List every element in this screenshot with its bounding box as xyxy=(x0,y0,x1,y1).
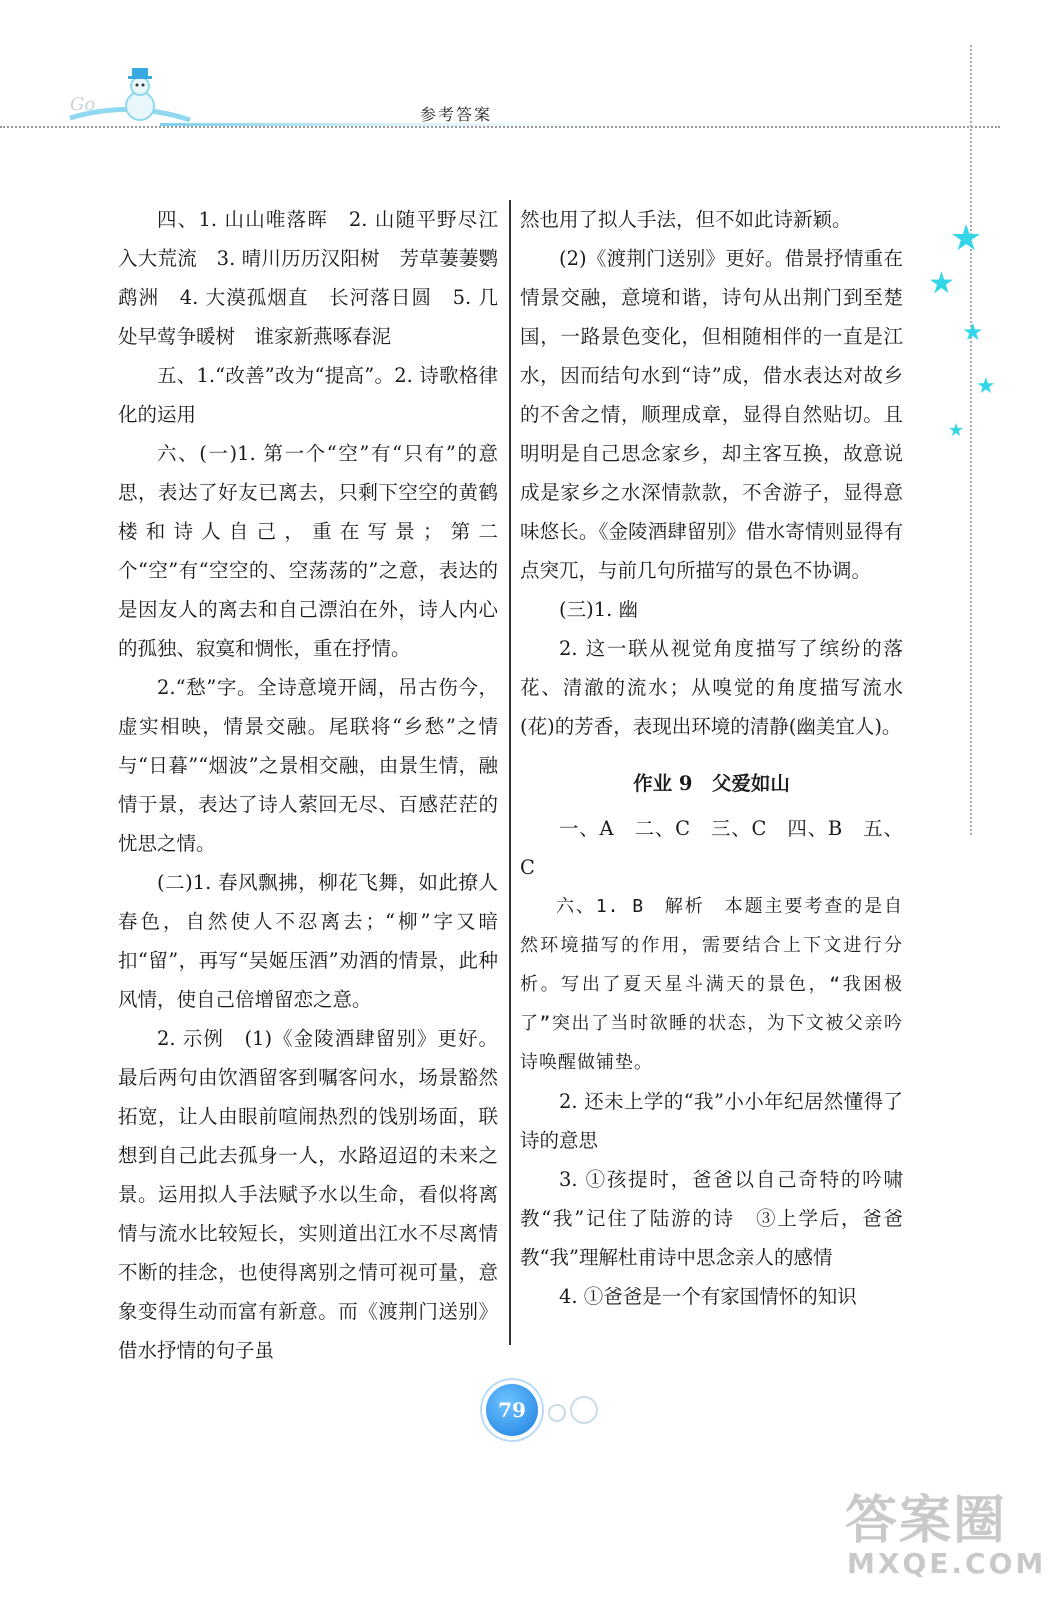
left-column xyxy=(118,200,498,1370)
answer-paragraph: 六、1. B 解析 本题主要考查的是自然环境描写的作用，需要结合上下文进行分析。写出了夏天星斗满天的景色，“我困极了”突出了当时欲睡的状态，为下文被父亲吟诗唤醒做铺垫。 xyxy=(520,896,903,1073)
column-divider xyxy=(509,200,511,1345)
answer-paragraph: 六、(一)1. 第一个“空”有“只有”的意思，表达了好友已离去，只剩下空空的黄鹤楼和诗人自己，重在写景；第二个“空”有“空空的、空荡荡的”之意，表达的是因友人的离去和自己漂泊在外，诗人内心的孤独、寂寞和惆怅，重在抒情。 xyxy=(118,442,498,660)
watermark-url: MXQE.COM xyxy=(847,1547,1047,1580)
answer-paragraph: (2)《渡荆门送别》更好。借景抒情重在情景交融，意境和谐，诗句从出荆门到至楚国，一路景色变化，但相随相伴的一直是江水，因而结句水到“诗”成，借水表达对故乡的不舍之情，顺理成章，显得自然贴切。且明明是自己思念家乡，却主客互换，故意说成是家乡之水深情款款，不舍游子，显得意味悠长。《金陵酒肆留别》借水寄情则显得有点突兀，与前几句所描写的景色不协调。 xyxy=(520,247,903,582)
answer-paragraph: 一、A 二、C 三、C 四、B 五、C xyxy=(520,817,903,879)
page-header xyxy=(0,0,1061,190)
answer-paragraph: 2.“愁”字。全诗意境开阔，吊古伤今，虚实相映，情景交融。尾联将“乡愁”之情与“日暮”“烟波”之景相交融，由景生情，融情于景，表达了诗人萦回无尽、百感茫茫的忧思之情。 xyxy=(118,676,498,855)
right-margin-dotted-line xyxy=(970,45,972,835)
star-icon: ★ xyxy=(948,420,965,441)
star-icon: ★ xyxy=(950,218,983,259)
page-number: 79 xyxy=(486,1384,538,1436)
answer-paragraph: 然也用了拟人手法，但不如此诗新颖。 xyxy=(520,208,852,231)
watermark xyxy=(845,1478,1046,1580)
snowman-head xyxy=(131,77,149,95)
header-rule xyxy=(0,126,1000,128)
answer-paragraph: 四、1. 山山唯落晖 2. 山随平野尽江入大荒流 3. 晴川历历汉阳树 芳草萋萋鹦鹉洲 4. 大漠孤烟直 长河落日圆 5. 几处早莺争暖树 谁家新燕啄春泥 xyxy=(118,208,498,348)
header-accent-rule xyxy=(160,123,620,126)
decor-circle xyxy=(570,1396,598,1424)
answer-paragraph: 2. 这一联从视觉角度描写了缤纷的落花、清澈的流水；从嗅觉的角度描写流水(花)的芳香，表现出环境的清静(幽美宜人)。 xyxy=(520,637,903,738)
right-column xyxy=(520,200,903,1316)
answer-paragraph: (三)1. 幽 xyxy=(559,598,639,621)
star-icon: ★ xyxy=(928,266,955,301)
watermark-logo: 答案圈 xyxy=(845,1491,1008,1551)
answer-paragraph: 3. ①孩提时，爸爸以自己奇特的吟啸教“我”记住了陆游的诗 ③上学后，爸爸教“我”理解杜甫诗中思念亲人的感情 xyxy=(520,1168,903,1269)
answer-paragraph: (二)1. 春风飘拂，柳花飞舞，如此撩人春色，自然使人不忍离去；“柳”字又暗扣“留”，再写“吴姬压酒”劝酒的情景，此种风情，使自己倍增留恋之意。 xyxy=(118,871,498,1011)
star-icon: ★ xyxy=(962,318,984,346)
answer-paragraph: 五、1.“改善”改为“提高”。2. 诗歌格律化的运用 xyxy=(118,364,498,426)
answer-paragraph: 2. 还未上学的“我”小小年纪居然懂得了诗的意思 xyxy=(520,1090,903,1152)
decor-circle xyxy=(548,1404,566,1422)
logo-text: Go xyxy=(70,94,96,115)
snowman-body xyxy=(126,92,154,120)
answer-paragraph: 2. 示例 (1)《金陵酒肆留别》更好。最后两句由饮酒留客到嘱客问水，场景豁然拓宽，让人由眼前喧闹热烈的饯别场面，联想到自己此去孤身一人，水路迢迢的未来之景。运用拟人手法赋予水以生命，看似将离情与流水比较短长，实则道出江水不尽离情不断的挂念，也使得离别之情可视可量，意象变得生动而富有新意。而《渡荆门送别》借水抒情的句子虽 xyxy=(118,1027,498,1362)
section-heading: 作业 9 父爱如山 xyxy=(633,772,790,795)
answer-paragraph: 4. ①爸爸是一个有家国情怀的知识 xyxy=(559,1285,857,1308)
star-icon: ★ xyxy=(976,374,996,399)
header-title: 参考答案 xyxy=(420,105,493,124)
